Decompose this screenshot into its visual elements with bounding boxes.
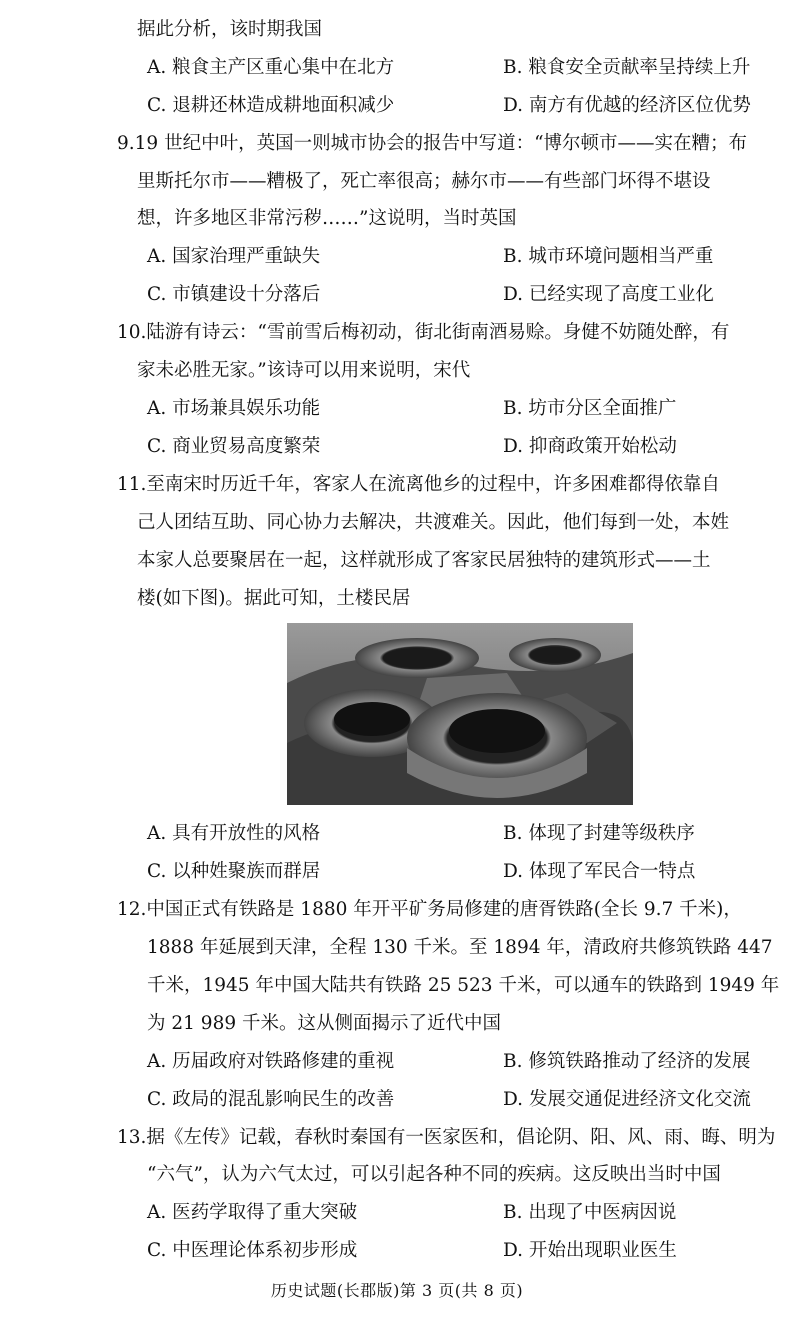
option: D. 抑商政策开始松动 [503,436,677,457]
tulou-photo [287,623,633,805]
option: C. 中医理论体系初步形成 [147,1240,358,1261]
question-10-line-1: 10.陆游有诗云：“雪前雪后梅初动，街北街南酒易赊。身健不妨随处醉，有 [117,322,730,343]
question-12-line-4: 为 21 989 千米。这从侧面揭示了近代中国 [147,1013,501,1034]
question-12-line-3: 千米，1945 年中国大陆共有铁路 25 523 千米，可以通车的铁路到 1949 年 [147,975,780,996]
question-9-line-2: 里斯托尔市——糟极了，死亡率很高；赫尔市——有些部门坏得不堪设 [137,171,711,192]
option: A. 市场兼具娱乐功能 [147,398,321,419]
question-13-line-1: 13.据《左传》记载，春秋时秦国有一医家医和，倡论阴、阳、风、雨、晦、明为 [117,1127,776,1148]
option: D. 发展交通促进经济文化交流 [503,1089,751,1110]
option: B. 出现了中医病因说 [503,1202,677,1223]
question-11-line-3: 本家人总要聚居在一起，这样就形成了客家民居独特的建筑形式——土 [137,550,711,571]
option: C. 商业贸易高度繁荣 [147,436,321,457]
option: D. 体现了军民合一特点 [503,861,696,882]
option: D. 开始出现职业医生 [503,1240,677,1261]
option: B. 城市环境问题相当严重 [503,246,714,267]
option: A. 医药学取得了重大突破 [147,1202,358,1223]
line-0: 据此分析，该时期我国 [137,19,323,40]
question-9-line-1: 9.19 世纪中叶，英国一则城市协会的报告中写道：“博尔顿市——实在糟；布 [117,133,748,154]
question-12-line-1: 12.中国正式有铁路是 1880 年开平矿务局修建的唐胥铁路(全长 9.7 千米)， [117,899,742,920]
option: B. 修筑铁路推动了经济的发展 [503,1051,751,1072]
option: C. 政局的混乱影响民生的改善 [147,1089,395,1110]
option: A. 具有开放性的风格 [147,823,321,844]
option: A. 历届政府对铁路修建的重视 [147,1051,395,1072]
option: B. 坊市分区全面推广 [503,398,677,419]
page-footer: 历史试题(长郡版)第 3 页(共 8 页) [270,1281,524,1300]
option: B. 粮食安全贡献率呈持续上升 [503,57,751,78]
question-11-line-1: 11.至南宋时历近千年，客家人在流离他乡的过程中，许多困难都得依靠自 [117,474,720,495]
option: C. 以种姓聚族而群居 [147,861,321,882]
question-11-line-2: 己人团结互助、同心协力去解决，共渡难关。因此，他们每到一处，本姓 [137,512,730,533]
option: B. 体现了封建等级秩序 [503,823,695,844]
option: C. 退耕还林造成耕地面积减少 [147,95,395,116]
option: A. 国家治理严重缺失 [147,246,321,267]
question-11-line-4: 楼(如下图)。据此可知，土楼民居 [137,588,411,609]
option: D. 已经实现了高度工业化 [503,284,714,305]
question-12-line-2: 1888 年延展到天津，全程 130 千米。至 1894 年，清政府共修筑铁路 447 [147,937,773,958]
question-9-line-3: 想，许多地区非常污秽……”这说明，当时英国 [137,208,517,229]
option: C. 市镇建设十分落后 [147,284,321,305]
question-13-line-2: “六气”，认为六气太过，可以引起各种不同的疾病。这反映出当时中国 [147,1164,721,1185]
question-10-line-2: 家未必胜无家。”该诗可以用来说明，宋代 [137,360,471,381]
option: D. 南方有优越的经济区位优势 [503,95,751,116]
option: A. 粮食主产区重心集中在北方 [147,57,395,78]
tulou-image [287,623,633,805]
